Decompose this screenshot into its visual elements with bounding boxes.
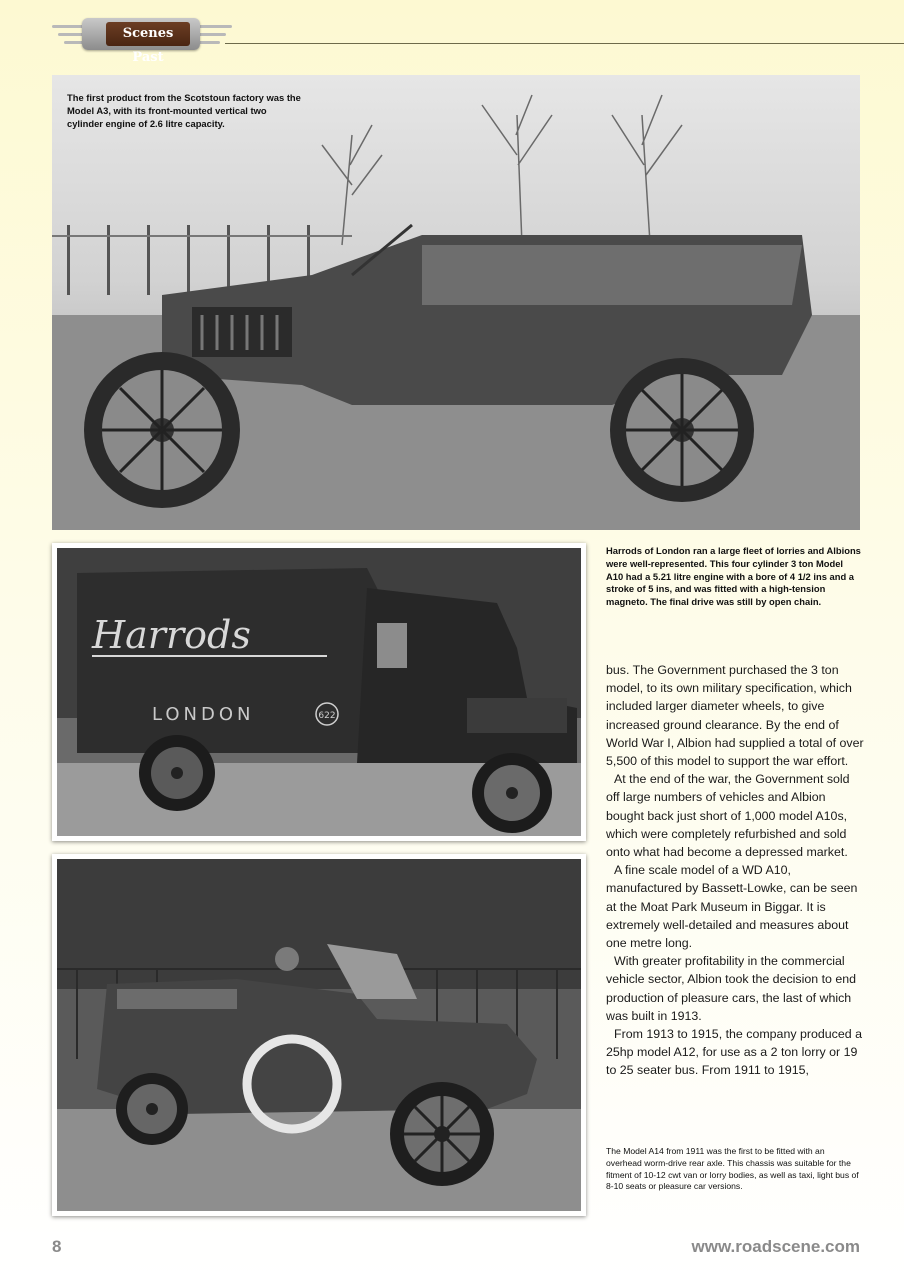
photo-model-a3 bbox=[52, 75, 860, 530]
article-body bbox=[606, 661, 864, 1080]
photo-harrods-van bbox=[52, 543, 586, 841]
a3-rear-wheel bbox=[610, 358, 754, 502]
photo-model-a14 bbox=[52, 854, 586, 1216]
article-paragraph: From 1913 to 1915, the company produced a 25hp model A12, for use as a 2 ton lorry or 19 to 25 seater bus. From 1911 to 1915, bbox=[606, 1027, 862, 1078]
caption-model-a3: The first product from the Scotstoun factory was the Model A3, with its front-mounted vertical two cylinder engine of 2.6 litre capacity. bbox=[67, 92, 301, 129]
section-badge bbox=[82, 18, 200, 65]
a3-front-wheel bbox=[84, 352, 240, 508]
van-city-lettering: LONDON bbox=[152, 704, 255, 725]
website-url: www.roadscene.com bbox=[691, 1237, 860, 1256]
van-fleet-number: 622 bbox=[318, 711, 336, 721]
article-paragraph: With greater profitability in the commercial vehicle sector, Albion took the decision to end production of pleasure cars, the last of which was built in 1913. bbox=[606, 954, 857, 1023]
model-a3-illustration bbox=[52, 75, 860, 530]
header-rule bbox=[225, 43, 904, 44]
article-paragraph: A fine scale model of a WD A10, manufactured by Bassett-Lowke, can be seen at the Moat Park Museum in Biggar. It is extremely well-detailed and measures about one metre long. bbox=[606, 863, 858, 951]
van-script-lettering: Harrods bbox=[92, 613, 251, 657]
section-label: Scenes Past bbox=[106, 22, 190, 46]
model-a14-illustration bbox=[57, 859, 581, 1211]
caption-model-a14: The Model A14 from 1911 was the first to be fitted with an overhead worm-drive rear axle. This chassis was suitable for the fitment of 10-12 cwt van or lorry bodies, as well as taxi, light bus of 8-10 seats or pleasure car versions. bbox=[606, 1146, 859, 1192]
article-paragraph: bus. The Government purchased the 3 ton model, to its own military specification, which included larger diameter wheels, to give increased ground clearance. By the end of World War I, Albion had supplied a total of over 5,500 of this model to support the war effort. bbox=[606, 663, 864, 769]
caption-harrods: Harrods of London ran a large fleet of lorries and Albions were well-represented. This four cylinder 3 ton Model A10 had a 5.21 litre engine with a bore of 4 1/2 ins and a stroke of 5 ins, and was fitted with a high-tension magneto. The final drive was still by open chain. bbox=[606, 545, 861, 608]
harrods-van-illustration bbox=[57, 548, 581, 836]
page-number: 8 bbox=[52, 1237, 62, 1256]
article-paragraph: At the end of the war, the Government sold off large numbers of vehicles and Albion bought back just short of 1,000 model A10s, which were completely refurbished and sold onto what had become a depressed market. bbox=[606, 772, 850, 860]
